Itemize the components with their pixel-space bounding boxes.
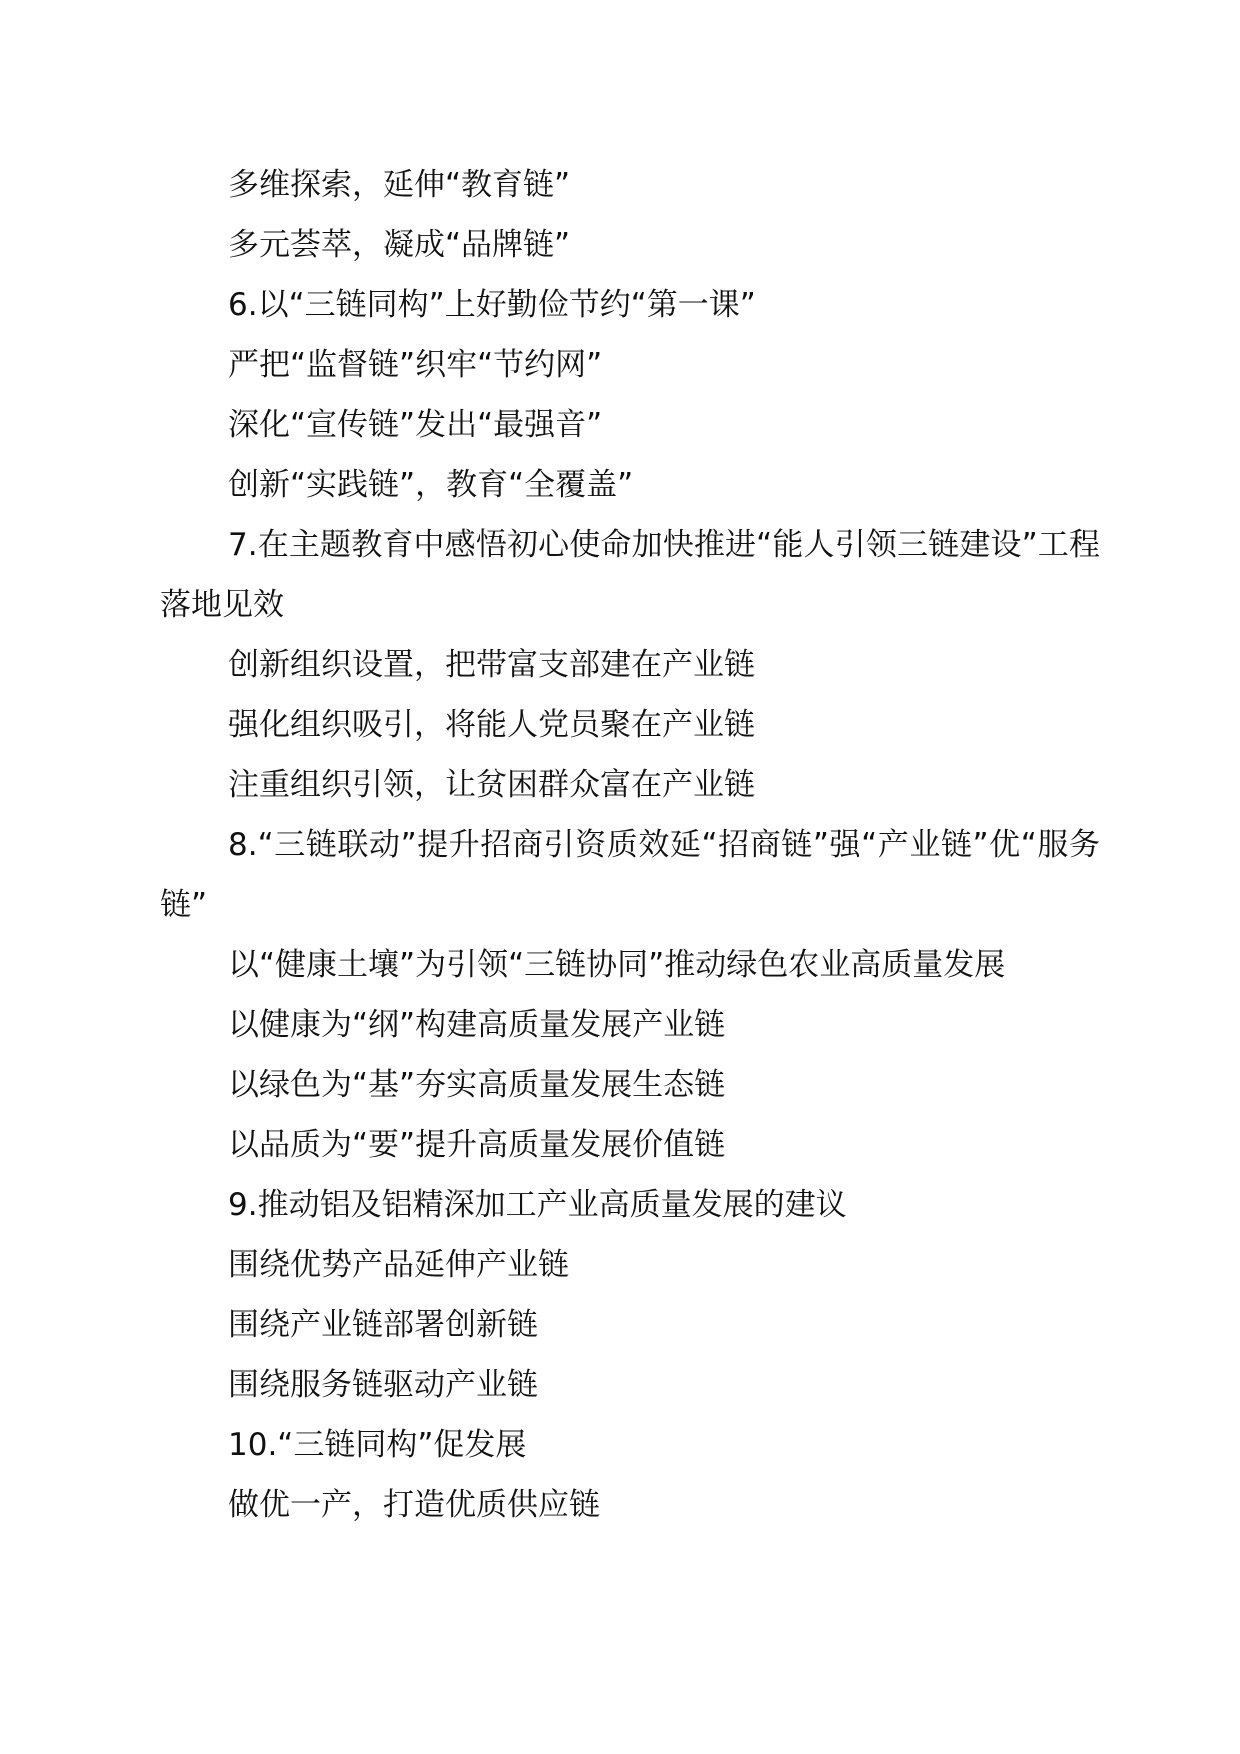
text-line: 多维探索，延伸“教育链” xyxy=(228,167,571,203)
text-line: 深化“宣传链”发出“最强音” xyxy=(228,407,603,443)
text-line: 以“健康土壤”为引领“三链协同”推动绿色农业高质量发展 xyxy=(228,947,1006,983)
text-line: 创新组织设置，把带富支部建在产业链 xyxy=(228,647,755,683)
text-line: 强化组织吸引，将能人党员聚在产业链 xyxy=(228,707,755,743)
text-line: 创新“实践链”，教育“全覆盖” xyxy=(228,467,634,503)
text-line: 以品质为“要”提升高质量发展价值链 xyxy=(228,1127,726,1163)
document-body xyxy=(160,155,1100,1535)
text-line: 注重组织引领，让贫困群众富在产业链 xyxy=(228,767,755,803)
text-line: 以健康为“纲”构建高质量发展产业链 xyxy=(228,1007,726,1043)
text-line: 多元荟萃，凝成“品牌链” xyxy=(228,227,571,263)
text-line: 围绕产业链部署创新链 xyxy=(228,1307,538,1343)
text-line: 严把“监督链”织牢“节约网” xyxy=(228,347,603,383)
section-heading: 6.以“三链同构”上好勤俭节约“第一课” xyxy=(228,287,756,323)
section-heading: 9.推动铝及铝精深加工产业高质量发展的建议 xyxy=(228,1187,847,1223)
text-line: 以绿色为“基”夯实高质量发展生态链 xyxy=(228,1067,726,1103)
text-line: 围绕优势产品延伸产业链 xyxy=(228,1247,569,1283)
text-line: 围绕服务链驱动产业链 xyxy=(228,1367,538,1403)
section-heading: 7.在主题教育中感悟初心使命加快推进“能人引领三链建设”工程落地见效 xyxy=(160,527,1100,623)
section-heading: 10.“三链同构”促发展 xyxy=(228,1427,527,1463)
section-heading: 8.“三链联动”提升招商引资质效延“招商链”强“产业链”优“服务链” xyxy=(160,827,1100,923)
text-line: 做优一产，打造优质供应链 xyxy=(228,1487,600,1523)
